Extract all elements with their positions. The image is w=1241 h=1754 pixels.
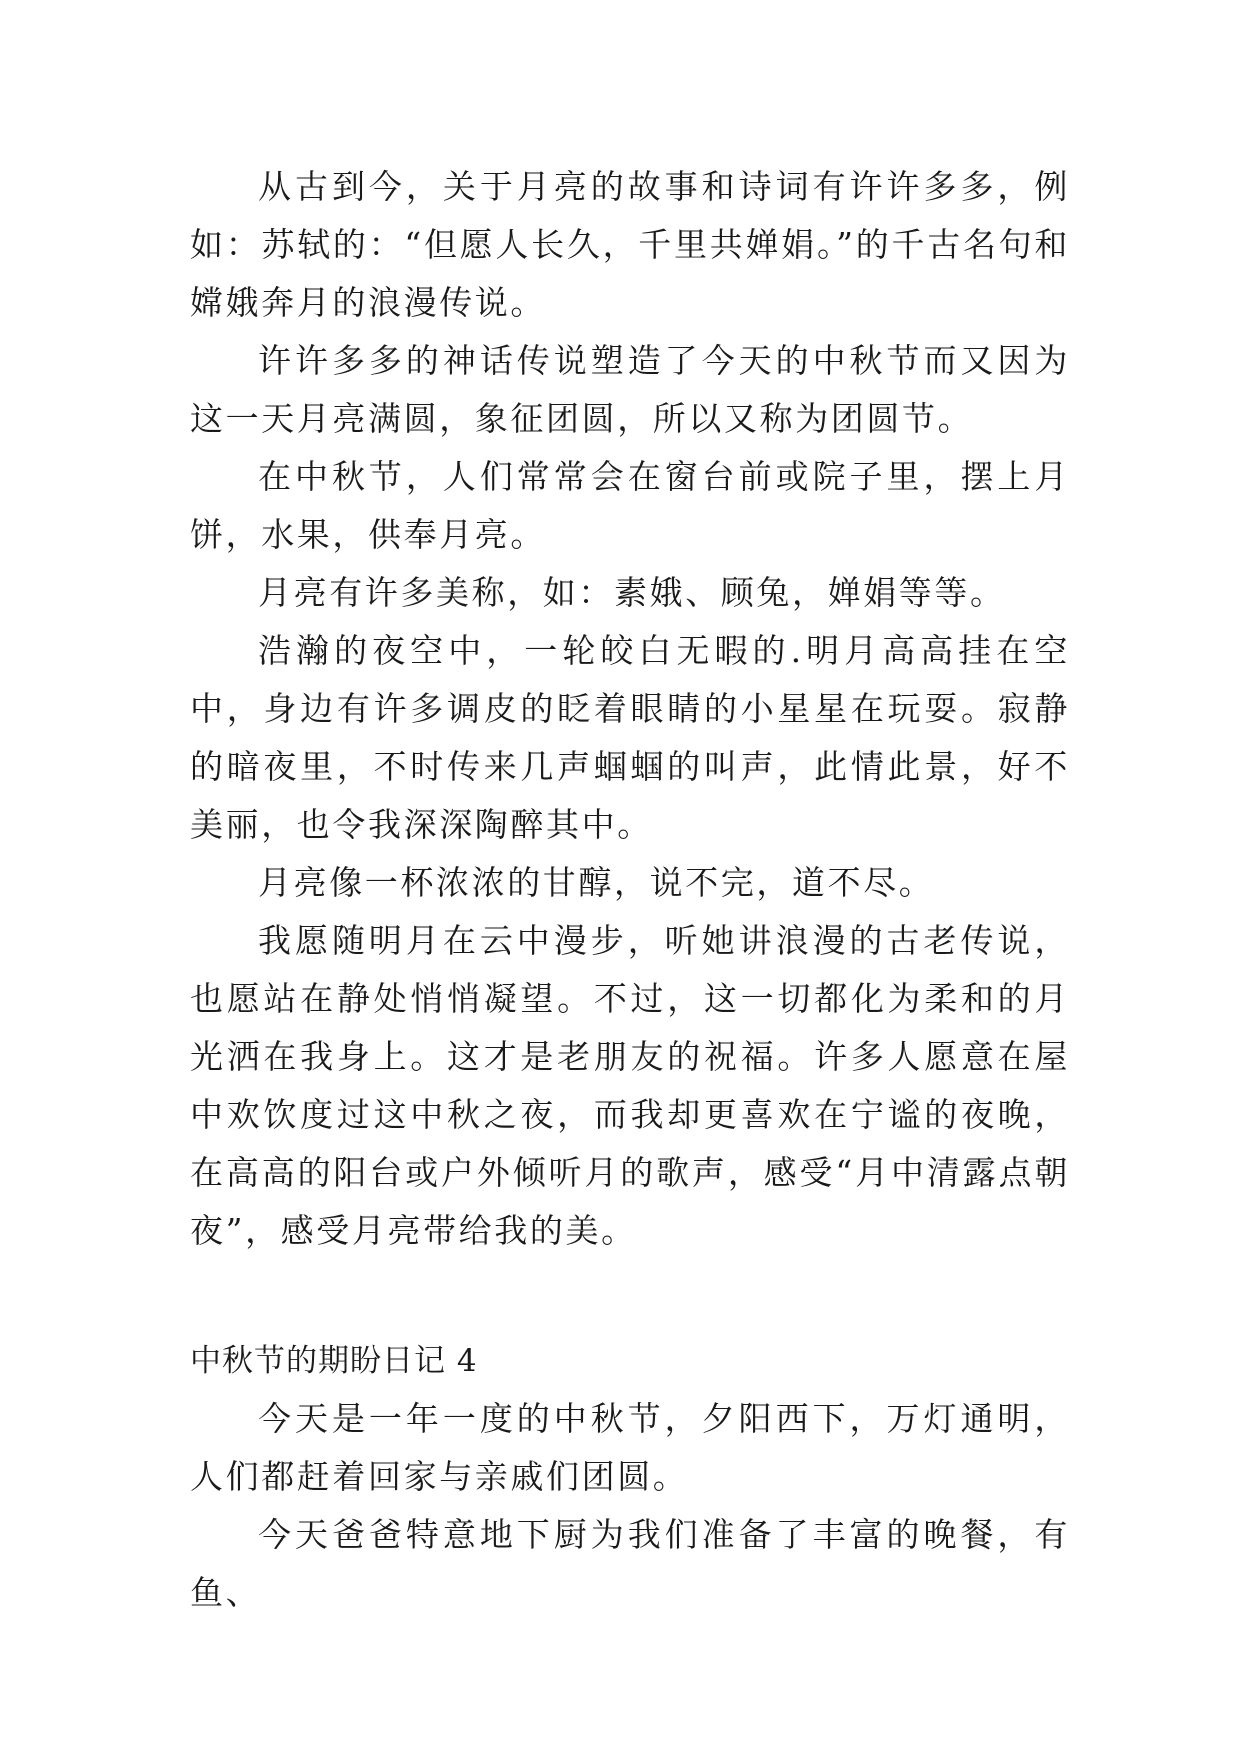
paragraph: 今天爸爸特意地下厨为我们准备了丰富的晚餐，有鱼、 <box>190 1515 1070 1612</box>
paragraph: 许许多多的神话传说塑造了今天的中秋节而又因为这一天月亮满圆，象征团圆，所以又称为团圆节。 <box>190 341 1070 438</box>
document-page <box>190 158 1070 1622</box>
paragraph: 浩瀚的夜空中，一轮皎白无暇的.明月高高挂在空中，身边有许多调皮的眨着眼睛的小星星在玩耍。寂静的暗夜里，不时传来几声蝈蝈的叫声，此情此景，好不美丽，也令我深深陶醉其中。 <box>190 631 1070 844</box>
paragraph: 从古到今，关于月亮的故事和诗词有许许多多，例如：苏轼的：“但愿人长久，千里共婵娟。”的千古名句和嫦娥奔月的浪漫传说。 <box>190 167 1070 322</box>
section-title: 中秋节的期盼日记 4 <box>190 1343 478 1379</box>
paragraph: 我愿随明月在云中漫步，听她讲浪漫的古老传说，也愿站在静处悄悄凝望。不过，这一切都化为柔和的月光洒在我身上。这才是老朋友的祝福。许多人愿意在屋中欢饮度过这中秋之夜，而我却更喜欢在宁谧的夜晚，在高高的阳台或户外倾听月的歌声，感受“月中清露点朝夜”，感受月亮带给我的美。 <box>190 921 1070 1250</box>
paragraph: 在中秋节，人们常常会在窗台前或院子里，摆上月饼，水果，供奉月亮。 <box>190 457 1070 554</box>
paragraph: 月亮有许多美称，如：素娥、顾兔，婵娟等等。 <box>258 573 1006 612</box>
paragraph: 今天是一年一度的中秋节，夕阳西下，万灯通明，人们都赶着回家与亲戚们团圆。 <box>190 1399 1070 1496</box>
paragraph: 月亮像一杯浓浓的甘醇，说不完，道不尽。 <box>258 863 935 902</box>
